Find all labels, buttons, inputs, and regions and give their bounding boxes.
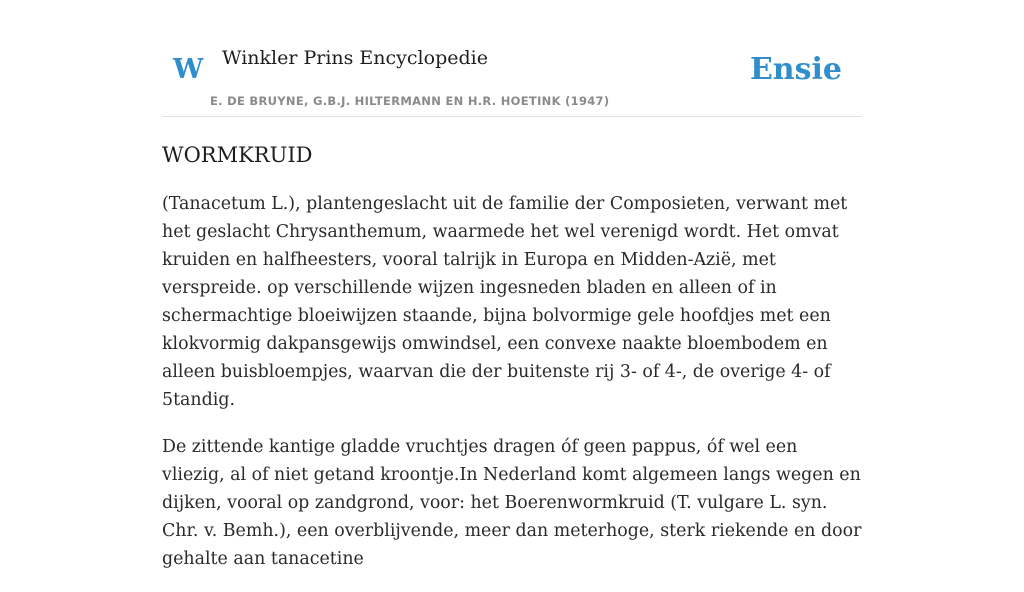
authors-line: E. DE BRUYNE, G.B.J. HILTERMANN EN H.R. HOETINK (1947) [210,94,610,108]
brand-logo[interactable]: Ensie [749,52,842,87]
article-paragraph: (Tanacetum L.), plantengeslacht uit de familie der Composieten, verwant met het geslacht Chrysanthemum, waarmede het wel verenigd wordt. Het omvat kruiden en halfheesters, vooral talrijk in Europa en Midden-Azië, met verspreide. op verschillende wijzen ingesneden bladen en alleen of in schermachtige bloeiwijzen staande, bijna bolvormige gele hoofdjes met een klokvormig dakpansgewijs omwindsel, een convexe naakte bloembodem en alleen buisbloempjes, waarvan die der buitenste rij 3- of 4-, de overige 4- of 5tandig. [162,194,848,410]
site-header [162,40,862,117]
logo-w-icon[interactable]: W [173,54,204,85]
article-paragraph: De zittende kantige gladde vruchtjes dragen óf geen pappus, óf wel een vliezig, al of niet getand kroontje.In Nederland komt algemeen langs wegen en dijken, vooral op zandgrond, voor: het Boerenwormkruid (T. vulgare L. syn. Chr. v. Bemh.), een overblijvende, meer dan meterhoge, sterk riekende en door gehalte aan tanacetine [162,437,862,569]
site-title[interactable]: Winkler Prins Encyclopedie [222,47,488,69]
article [162,138,862,592]
article-title: WORMKRUID [162,143,313,167]
